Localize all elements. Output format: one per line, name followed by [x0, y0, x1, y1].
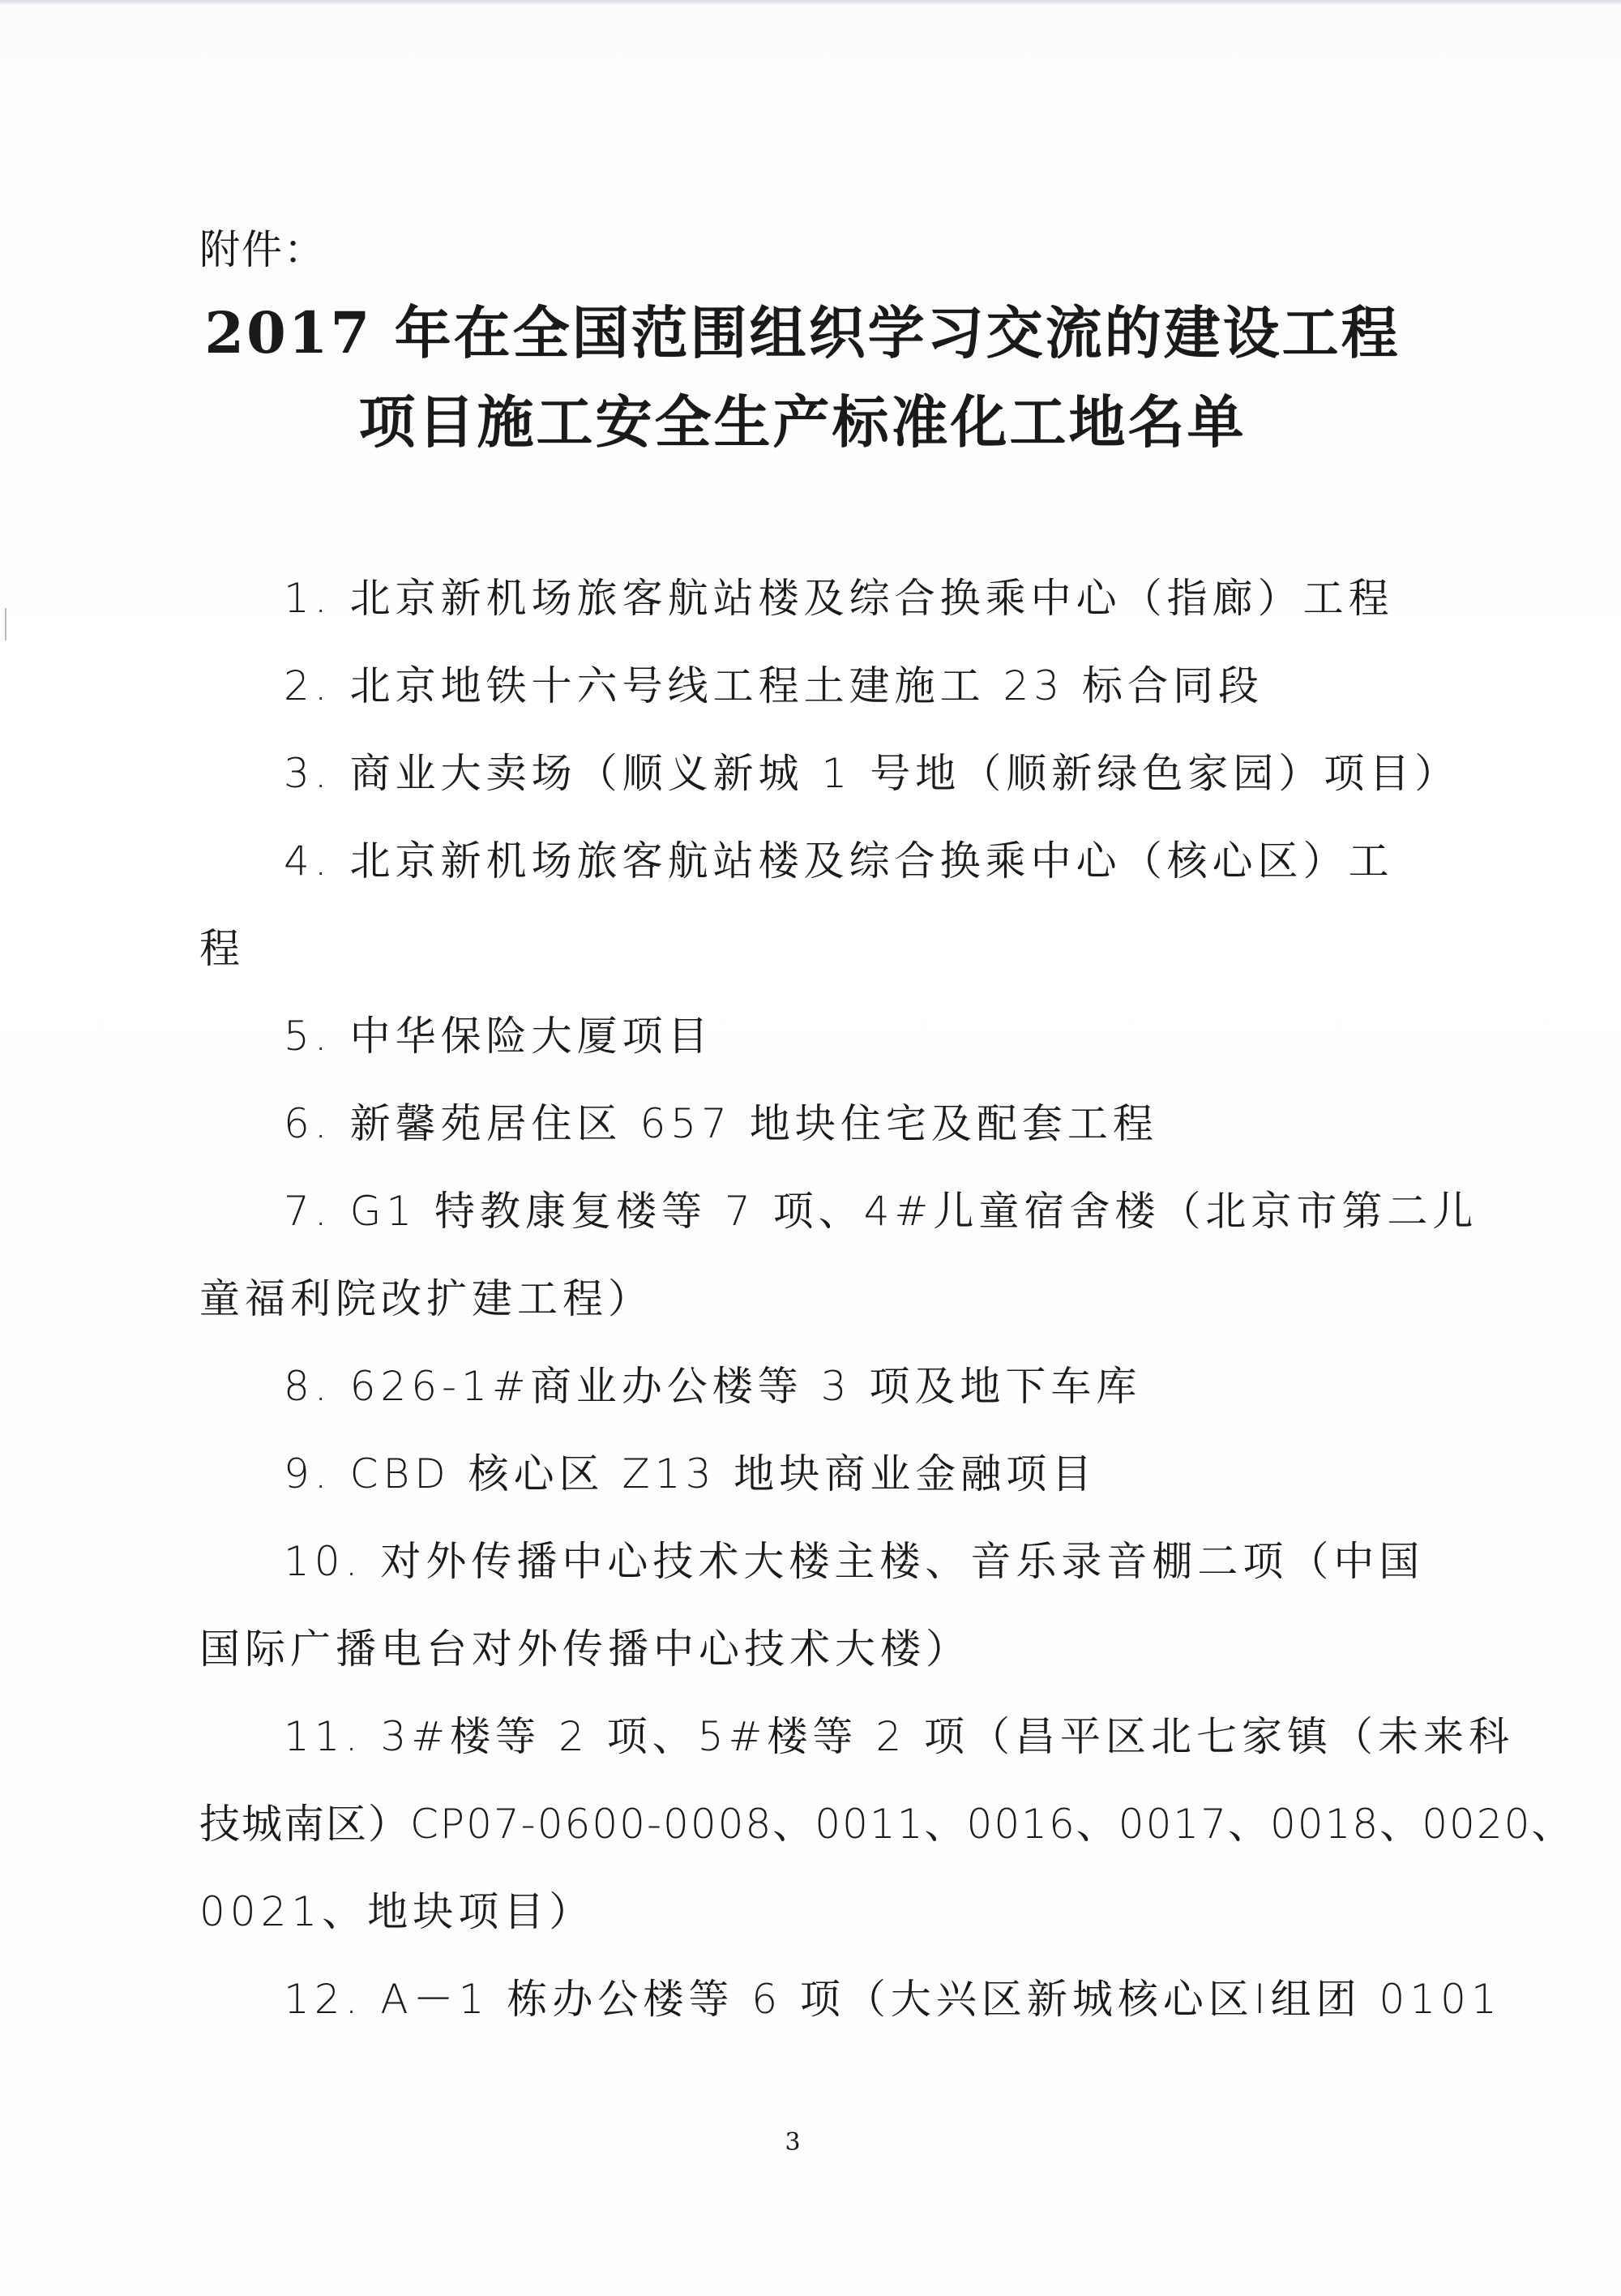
- page-number: 3: [785, 2128, 801, 2157]
- list-item-3: 3. 商业大卖场（顺义新城 1 号地（顺新绿色家园）项目）: [284, 750, 1461, 797]
- list-item-12: 12. A－1 栋办公楼等 6 项（大兴区新城核心区Ⅰ组团 0101: [284, 1976, 1502, 2023]
- list-item-11-cont-2: 0021、地块项目）: [199, 1888, 595, 1935]
- list-item-8: 8. 626-1#商业办公楼等 3 项及地下车库: [284, 1363, 1142, 1410]
- list-item-10-cont: 国际广播电台对外传播中心技术大楼）: [199, 1626, 971, 1673]
- list-item-9: 9. CBD 核心区 Z13 地块商业金融项目: [284, 1450, 1097, 1497]
- list-item-11-cont-1: 技城南区）CP07-0600-0008、0011、0016、0017、0018、0020、: [199, 1801, 1574, 1848]
- scan-mark: [5, 608, 6, 640]
- attachment-label: 附件：: [199, 226, 326, 273]
- list-item-1: 1. 北京新机场旅客航站楼及综合换乘中心（指廊）工程: [284, 575, 1394, 622]
- list-item-4: 4. 北京新机场旅客航站楼及综合换乘中心（核心区）工: [284, 837, 1394, 885]
- document-title-line-1: 2017 年在全国范围组织学习交流的建设工程: [204, 299, 1401, 366]
- list-item-11: 11. 3#楼等 2 项、5#楼等 2 项（昌平区北七家镇（未来科: [284, 1713, 1515, 1760]
- list-item-5: 5. 中华保险大厦项目: [284, 1013, 713, 1060]
- scan-edge: [0, 0, 1621, 5]
- list-item-10: 10. 对外传播中心技术大楼主楼、音乐录音棚二项（中国: [284, 1538, 1425, 1585]
- list-item-7-cont: 童福利院改扩建工程）: [199, 1275, 653, 1322]
- list-item-7: 7. G1 特教康复楼等 7 项、4#儿童宿舍楼（北京市第二儿: [284, 1188, 1478, 1235]
- list-item-2: 2. 北京地铁十六号线工程土建施工 23 标合同段: [284, 662, 1264, 709]
- document-title-line-2: 项目施工安全生产标准化工地名单: [358, 388, 1247, 456]
- list-item-6: 6. 新馨苑居住区 657 地块住宅及配套工程: [284, 1100, 1158, 1147]
- list-item-4-cont: 程: [199, 925, 245, 972]
